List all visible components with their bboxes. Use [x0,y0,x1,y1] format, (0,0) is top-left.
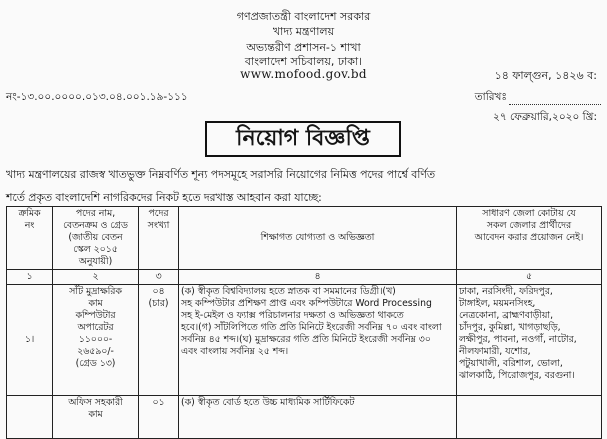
header-count: পদের সংখ্যা [139,207,179,270]
memo-number: নং-১৩.০০.০০০০.০১৩.০৪.০০১.১৯-১১১ [6,91,188,103]
date-label: তারিখঃ [474,91,507,103]
col-number: ২ [53,270,139,285]
col-number: ৩ [139,270,179,285]
col-number: ৫ [457,270,602,285]
govt-name: গণপ্রজাতন্ত্রী বাংলাদেশ সরকার [236,10,371,23]
table-row [7,396,602,439]
date-bangla: ১৪ ফাল্গুন, ১৪২৬ ব: [494,69,597,82]
header-post: পদের নাম, বেতনক্রম ও গ্রেড (জাতীয় বেতন স্কেল ২০১৫ অনুযায়ী) [53,207,139,270]
section-name: অভ্যন্তরীণ প্রশাসন-১ শাখা [246,41,361,54]
date-divider [509,104,601,105]
table-header-row [7,207,602,270]
row-count: ০১ [139,396,179,439]
row-quota [457,396,602,439]
header-qualification: শিক্ষাগত যোগ্যতা ও অভিজ্ঞতা [179,207,457,270]
row-post: সাঁট মুদ্রাক্ষরিক কাম কম্পিউটার অপারেটর ১১০০০- ২৬৫৯০/- (গ্রেড ১৩) [53,285,139,396]
row-qualification: (ক) স্বীকৃত বোর্ড হতে উচ্চ মাধ্যমিক সার্টিফিকেট [179,396,457,439]
office-address: বাংলাদেশ সচিবালয়, ঢাকা। [244,55,363,68]
intro-text-line-1: খাদ্য মন্ত্রণালয়ের রাজস্ব খাতভুক্ত নিম্নবর্ণিত শূন্য পদসমূহে সরাসরি নিয়োগের নিমিত্ত পদের পার্শ্বে বর্ণিত [6,168,435,181]
header-quota: সাধারণ জেলা কোটায় যে সকল জেলার প্রার্থীদের আবেদন করার প্রয়োজন নেই। [457,207,602,270]
vacancy-table [6,206,602,439]
row-post: অফিস সহকারী কাম [53,396,139,439]
row-count: ০৪ (চার) [139,285,179,396]
page-title: নিয়োগ বিজ্ঞপ্তি [205,121,401,157]
col-number: ১ [7,270,53,285]
row-serial [7,396,53,439]
table-row [7,285,602,396]
website-link[interactable]: www.mofood.gov.bd [240,67,367,81]
row-qualification: (ক) স্বীকৃত বিশ্ববিদ্যালয় হতে স্নাতক বা সমমানের ডিগ্রী।(খ) সহ কম্পিউটার প্রশিক্ষণ প্রাপ্ত এবং কম্পিউটারে Word Processing সহ ই-মেইল ও ফ্যাক্স পরিচালনার দক্ষতা ও অভিজ্ঞতা থাকতে হবে।(গ) সাঁটলিপিতে গতি প্রতি মিনিটে ইংরেজী সর্বনিম্ন ৭০ এবং বাংলা সর্বনিম্ন ৪৫ শব্দ।(ঘ) মুদ্রাক্ষরের গতি প্রতি মিনিটে ইংরেজী সর্বনিম্ন ৩০ এবং বাংলায় সর্বনিম্ন ২৫ শব্দ। [179,285,457,396]
intro-text-line-2: শর্তে প্রকৃত বাংলাদেশি নাগরিকদের নিকট হতে দরখাস্ত আহবান করা যাচ্ছে: [6,191,322,204]
row-quota: ঢাকা, নরসিংদী, ফরিদপুর, টাঙ্গাইল, ময়মনসিংহ, নেত্রকোনা, ব্রাহ্মণবাড়ীয়া, চাঁদপুর, কুমিল্লা, খাগড়াছড়ি, লক্ষীপুর, পাবনা, নওগাঁ, নাটোর, নীলফামারী, যশোর, পটুয়াখালী, বরিশাল, ভোলা, ঝালকাঠি, পিরোজপুর, বরগুনা। [457,285,602,396]
ministry-name: খাদ্য মন্ত্রণালয় [272,25,335,38]
table-column-numbers [7,270,602,285]
col-number: ৪ [179,270,457,285]
header-serial: ক্রমিক নং [7,207,53,270]
date-english: ২৭ ফেব্রুয়ারি,২০২০ খ্রি: [493,111,597,123]
row-serial: ১। [7,285,53,396]
